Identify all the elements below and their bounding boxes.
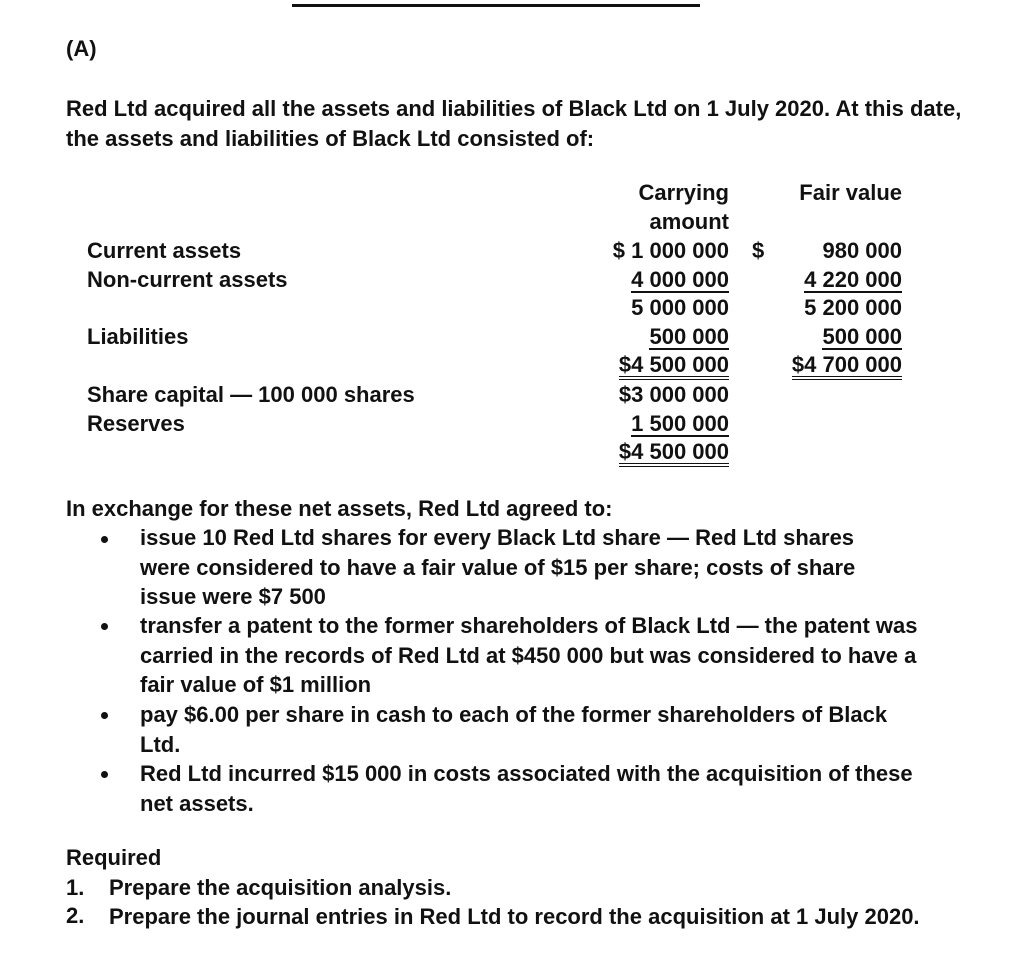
row-label-reserves: Reserves (87, 411, 185, 436)
list-item: pay $6.00 per share in cash to each of the former shareholders of Black Ltd. (140, 702, 888, 757)
col-header-carrying: Carrying (638, 180, 729, 205)
top-rule (292, 4, 700, 7)
net-assets-fair: $4 700 000 (792, 354, 902, 380)
required-title: Required (66, 845, 162, 870)
row-label-current-assets: Current assets (87, 238, 242, 263)
net-assets-carrying: $4 500 000 (619, 354, 729, 380)
noncurrent-assets-carrying: 4 000 000 (631, 267, 729, 292)
bullet-dot (101, 771, 108, 778)
col-header-amount: amount (649, 209, 729, 234)
row-label-share-capital: Share capital — 100 000 shares (87, 382, 415, 407)
bullet-dot (101, 623, 108, 630)
row-label-noncurrent-assets: Non-current assets (87, 267, 288, 292)
required-number: 2. (66, 903, 85, 928)
required-item: Prepare the journal entries in Red Ltd to record the acquisition at 1 July 2020. (109, 904, 920, 929)
current-assets-fair: 980 000 (822, 238, 902, 263)
bullet-dot (101, 536, 108, 543)
intro-paragraph: Red Ltd acquired all the assets and liabilities of Black Ltd on 1 July 2020. At this date, the assets and liabilities of Black Ltd consisted of: (66, 96, 962, 151)
list-item: transfer a patent to the former shareholders of Black Ltd — the patent was carried in the records of Red Ltd at $450 000 but was considered to have a fair value of $1 million (140, 613, 918, 697)
reserves-carrying: 1 500 000 (631, 411, 729, 436)
bullet-dot (101, 712, 108, 719)
current-assets-carrying: $ 1 000 000 (612, 238, 729, 263)
liabilities-carrying: 500 000 (649, 324, 729, 349)
required-number: 1. (66, 875, 85, 900)
row-label-liabilities: Liabilities (87, 324, 189, 349)
fair-dollar-sign: $ (752, 238, 765, 263)
share-capital-carrying: $3 000 000 (618, 382, 729, 407)
required-item: Prepare the acquisition analysis. (109, 875, 452, 900)
equity-total-carrying: $4 500 000 (619, 441, 729, 467)
total-assets-carrying: 5 000 000 (631, 295, 729, 320)
total-assets-fair: 5 200 000 (804, 295, 902, 320)
list-item: issue 10 Red Ltd shares for every Black Ltd share — Red Ltd shares were considered to have a fair value of $15 per share; costs of share issue were $7 500 (140, 525, 856, 609)
section-heading: (A) (66, 36, 97, 61)
list-item: Red Ltd incurred $15 000 in costs associated with the acquisition of these net assets. (140, 761, 913, 816)
liabilities-fair: 500 000 (822, 324, 902, 349)
col-header-fair-value: Fair value (799, 180, 902, 205)
exchange-intro: In exchange for these net assets, Red Ltd agreed to: (66, 496, 613, 521)
noncurrent-assets-fair: 4 220 000 (804, 267, 902, 292)
